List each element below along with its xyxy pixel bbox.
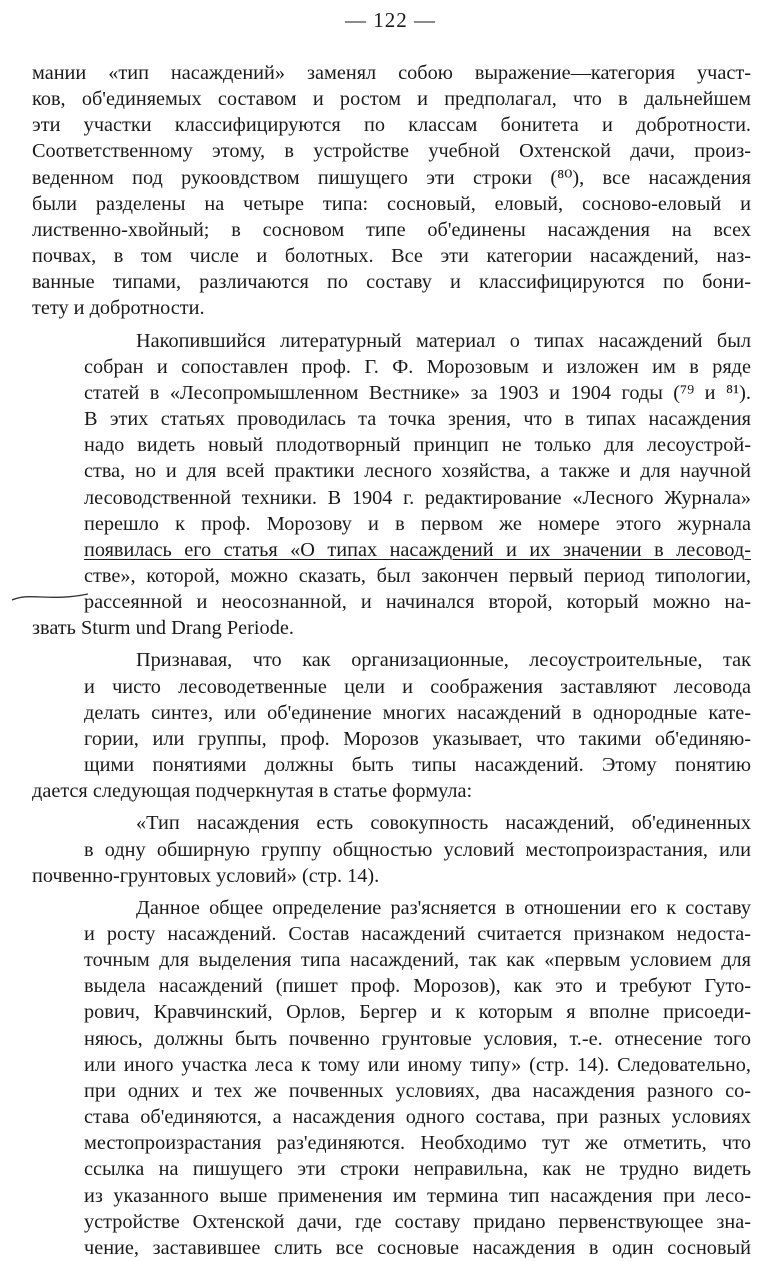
text-line: рович, Кравчинский, Орлов, Бергер и к которым я вполне присоеди- <box>84 1001 751 1024</box>
text-line: тету и добротности. <box>32 297 205 320</box>
text-line: рассеянной и неосознанной, и начинался второй, который можно на- <box>84 591 751 614</box>
text-line: стве», которой, можно сказать, был закончен первый период типологии, <box>84 564 751 587</box>
paragraph-5 <box>32 895 751 1261</box>
paragraph-2-end <box>32 615 751 641</box>
body-text <box>32 60 751 1261</box>
text-line: перешло к проф. Морозову и в первом же номере этого журнала <box>84 512 751 535</box>
text-line: няюсь, должны быть почвенно грунтовые условия, т.-е. отнесение того <box>84 1027 751 1050</box>
text-line: дается следующая подчеркнутая в статье формула: <box>32 780 473 803</box>
paragraph-3-end <box>32 778 751 804</box>
text-line: Данное общее определение раз'ясняется в отношении его к составу <box>136 896 751 919</box>
quote-paragraph <box>32 810 751 862</box>
text-line: лиственно-хвойный; в сосновом типе об'единены насаждения на всех <box>32 218 751 241</box>
text-line: были разделены на четыре типа: сосновый, еловый, сосново-еловый и <box>32 192 751 215</box>
text-line: устройстве Охтенской дачи, где составу придано первенствующее зна- <box>84 1210 751 1233</box>
text-line: из указанного выше применения им термина тип насаждения при лесо- <box>84 1184 751 1207</box>
text-line: в одну обширную группу общностью условий местопроизрастания, или <box>84 838 751 861</box>
text-line: чение, заставившее слить все сосновые насаждения в один сосновый <box>84 1236 751 1259</box>
text-line: почвенно-грунтовых условий» (стр. 14). <box>32 864 380 887</box>
text-line: веденном под рукоовдством пишущего эти строки (⁸⁰), все насаждения <box>32 166 751 189</box>
text-line: и росту насаждений. Состав насаждений считается признаком недоста- <box>84 923 751 945</box>
text-line: мании «тип насаждений» заменял собою выражение—категория участ- <box>32 62 751 84</box>
text-line: ства, но и для всей практики лесного хозяйства, а также и для научной <box>84 460 751 483</box>
text-line: статей в «Лесопромышленном Вестнике» за 1903 и 1904 годы (⁷⁹ и ⁸¹). <box>84 381 751 404</box>
paragraph-1 <box>32 60 751 295</box>
paragraph-2 <box>32 328 751 616</box>
paragraph-1-end <box>32 295 751 321</box>
page-number: — 122 — <box>345 8 436 32</box>
text-line: почвах, в том числе и болотных. Все эти категории насаждений, наз- <box>32 245 751 268</box>
text-line: и чисто лесоводетвенные цели и соображения заставляют лесовода <box>84 675 751 698</box>
text-line: ков, об'единяемых составом и ростом и предполагал, что в дальнейшем <box>32 88 751 111</box>
text-line: става об'единяются, а насаждения одного состава, при разных условиях <box>84 1106 751 1129</box>
text-line: Накопившийся литературный материал о типах насаждений был <box>136 329 751 352</box>
paragraph-3 <box>32 647 751 778</box>
text-line: точным для выделения типа насаждений, так как «первым условием для <box>84 949 751 972</box>
underlined-text-line: появилась его статья «О типах насаждений и их значении в лесовод- <box>84 538 751 561</box>
text-line: ссылка на пишущего эти строки неправильна, как не трудно видеть <box>84 1158 751 1181</box>
text-line: надо видеть новый плодотворный принцип не только для лесоустрой- <box>84 434 751 457</box>
quote-paragraph-end <box>32 863 751 889</box>
text-line: Признавая, что как организационные, лесоустроительные, так <box>136 649 751 672</box>
text-line: лесоводственной техники. В 1904 г. редактирование «Лесного Журнала» <box>84 486 751 509</box>
text-line: местопроизрастания раз'единяются. Необходимо тут же отметить, что <box>84 1132 751 1155</box>
text-line: выдела насаждений (пишет проф. Морозов), как это и требуют Гуто- <box>84 975 751 998</box>
text-line: «Тип насаждения есть совокупность насаждений, об'единенных <box>136 812 751 835</box>
text-line: звать Sturm und Drang Periode. <box>32 617 294 640</box>
text-line: В этих статьях проводилась та точка зрения, что в типах насаждения <box>84 408 751 431</box>
text-line: гории, или группы, проф. Морозов указывает, что такими об'единяю- <box>84 727 751 750</box>
text-line: делать синтез, или об'единение многих насаждений в однородные кате- <box>84 701 751 724</box>
text-line: или иного участка леса к тому или иному типу» (стр. 14). Следовательно, <box>84 1053 751 1076</box>
text-line: эти участки классифицируются по классам бонитета и добротности. <box>32 114 751 137</box>
text-line: Соответственному этому, в устройстве учебной Охтенской дачи, произ- <box>32 140 751 163</box>
text-line: ванные типами, различаются по составу и классифицируются по бони- <box>32 271 751 294</box>
text-line: щими понятиями должны быть типы насаждений. Этому понятию <box>84 754 751 777</box>
text-line: собран и сопоставлен проф. Г. Ф. Морозовым и изложен им в ряде <box>84 355 751 378</box>
text-line: при одних и тех же почвенных условиях, два насаждения разного со- <box>84 1079 751 1102</box>
